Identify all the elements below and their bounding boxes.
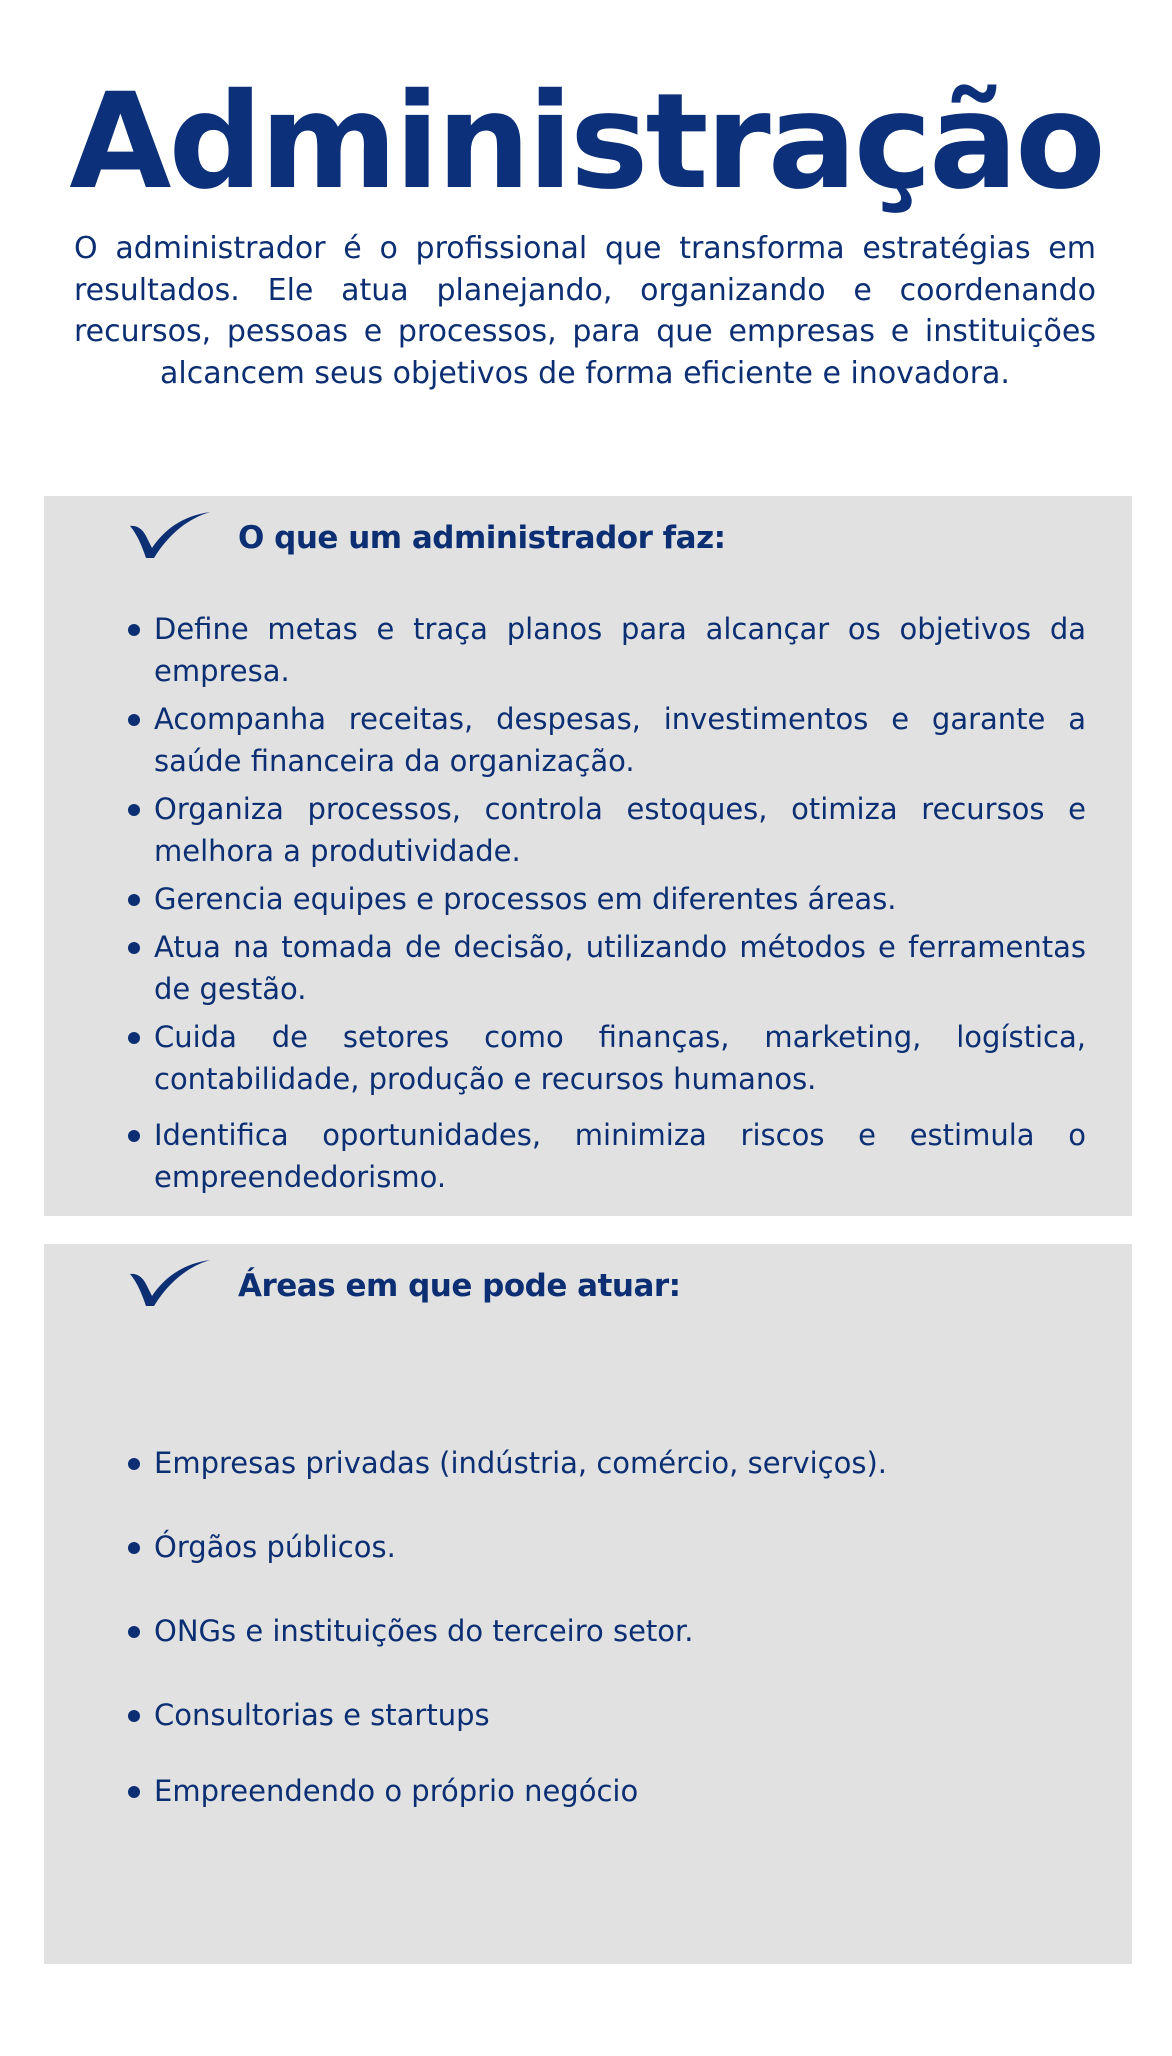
list-item-text: Define metas e traça planos para alcançar os objetivos da empresa. [154,612,1086,688]
list-item [128,608,1086,692]
list-item [128,878,1086,920]
list-item [128,926,1086,1010]
bullet-icon [128,1130,140,1142]
intro-paragraph: O administrador é o profissional que transforma estratégias em resultados. Ele atua planejando, organizando e coordenando recursos, pessoas e processos, para que empresas e instituições alcancem seus objetivos de forma eficiente e inovadora. [74,231,1096,391]
list-item [128,1694,1086,1736]
list-item-text: Organiza processos, controla estoques, otimiza recursos e melhora a produtividade. [154,792,1086,868]
list-item [128,1610,1086,1652]
responsibilities-panel [44,496,1132,1216]
list-item [128,1114,1086,1198]
list-item-text: Consultorias e startups [154,1698,490,1732]
bullet-icon [128,714,140,726]
list-item-text: ONGs e instituições do terceiro setor. [154,1614,694,1648]
bullet-icon [128,1542,140,1554]
page-title: Administração [69,65,1103,219]
list-item-text: Cuida de setores como finanças, marketing, logística, contabilidade, produção e recursos humanos. [154,1020,1086,1096]
bullet-icon [128,942,140,954]
list-item-text: Identifica oportunidades, minimiza riscos e estimula o empreendedorismo. [154,1118,1086,1194]
work-areas-panel [44,1244,1132,1964]
list-item-text: Empreendendo o próprio negócio [154,1774,639,1808]
list-item [128,1442,1086,1484]
bullet-icon [128,1786,140,1798]
checkmark-icon [128,508,212,562]
section-heading-what-admin-does: O que um administrador faz: [238,520,726,556]
list-item-text: Empresas privadas (indústria, comércio, serviços). [154,1446,888,1480]
list-item-text: Órgãos públicos. [154,1530,396,1564]
list-item [128,1526,1086,1568]
responsibilities-list [128,608,1086,1204]
list-item-text: Gerencia equipes e processos em diferentes áreas. [154,882,897,916]
bullet-icon [128,1710,140,1722]
list-item [128,1770,1086,1812]
list-item [128,1016,1086,1100]
bullet-icon [128,1458,140,1470]
bullet-icon [128,1032,140,1044]
list-item-text: Atua na tomada de decisão, utilizando métodos e ferramentas de gestão. [154,930,1086,1006]
list-item [128,788,1086,872]
bullet-icon [128,894,140,906]
section-heading-work-areas: Áreas em que pode atuar: [238,1268,681,1304]
bullet-icon [128,1626,140,1638]
work-areas-list [128,1442,1086,1854]
list-item-text: Acompanha receitas, despesas, investimentos e garante a saúde financeira da organização. [154,702,1086,778]
bullet-icon [128,804,140,816]
list-item [128,698,1086,782]
bullet-icon [128,624,140,636]
checkmark-icon [128,1256,212,1310]
